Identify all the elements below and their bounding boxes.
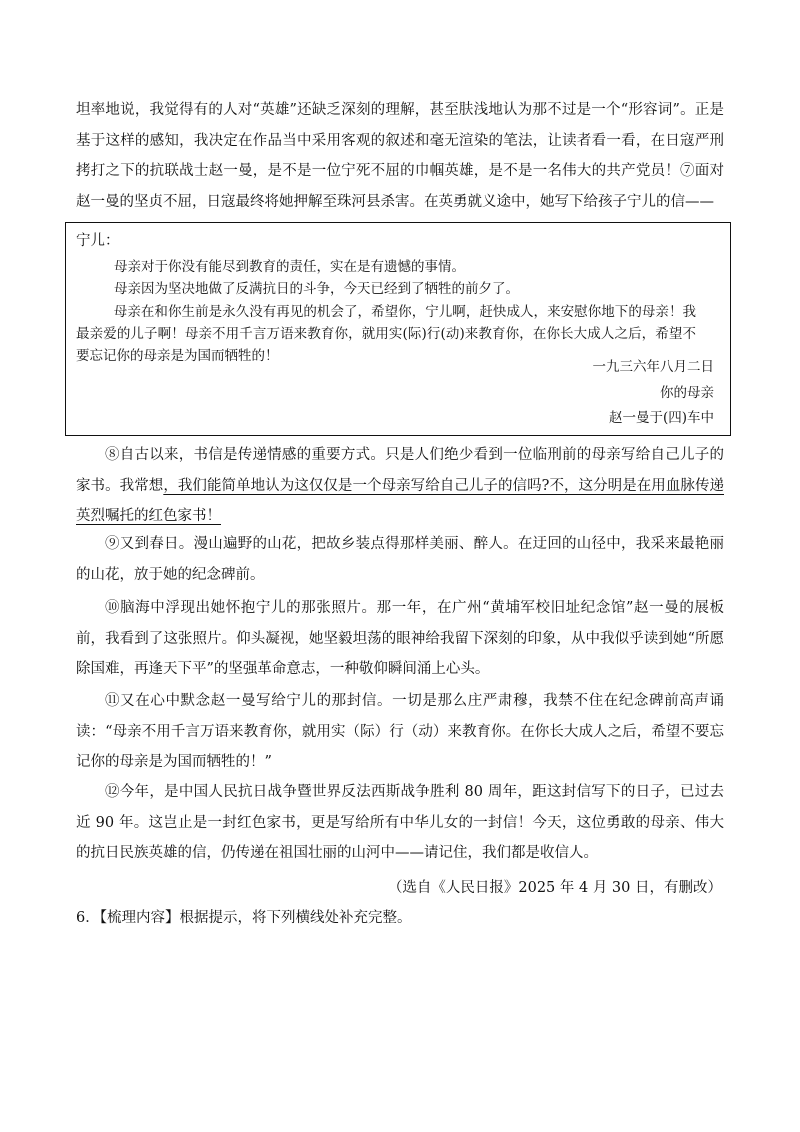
source-citation: （选自《人民日报》2025 年 4 月 30 日，有删改）: [387, 880, 722, 896]
question-6: 6．【梳理内容】根据提示，将下列横线处补充完整。: [76, 910, 412, 926]
letter-line-1: 母亲对于你没有能尽到教育的责任，实在是有遗憾的事情。: [114, 259, 465, 275]
letter-line-2: 母亲因为坚决地做了反满抗日的斗争，今天已经到了牺牲的前夕了。: [114, 281, 519, 297]
paragraph-8-underlined: ，我们能简单地认为这仅仅是一个母亲写给自己儿子的信吗?不，这分明是在用血脉传递英烈嘱托的红色家书！: [76, 477, 724, 524]
letter-closing: 你的母亲: [660, 385, 714, 401]
paragraph-8-text: ⑧自古以来，书信是传递情感的重要方式。只是人们绝少看到一位临刑前的母亲写给自己儿子的家书。我常想: [76, 447, 724, 494]
letter-date: 一九三六年八月二日: [592, 359, 714, 375]
paragraph-11: ⑪又在心中默念赵一曼写给宁儿的那封信。一切是那么庄严肃穆，我禁不住在纪念碑前高声诵读：“母亲不用千言万语来教育你，就用实（际）行（动）来教育你。在你长大成人之后，希望不要忘记你的母亲是为国而牺牲的！”: [76, 693, 724, 770]
letter-box: [65, 222, 731, 436]
letter-signature: 赵一曼于(四)车中: [608, 410, 714, 426]
letter-line-3: 母亲在和你生前是永久没有再见的机会了，希望你，宁儿啊，赶快成人，来安慰你地下的母亲！我最亲爱的儿子啊！母亲不用千言万语来教育你，就用实(际)行(动)来教育你，在你长大成人之后，希望不要忘记你的母亲是为国而牺牲的！: [76, 304, 696, 364]
paragraph-12: ⑫今年，是中国人民抗日战争暨世界反法西斯战争胜利 80 周年，距这封信写下的日子，已过去近 90 年。这岂止是一封红色家书，更是写给所有中华儿女的一封信！今天，这位勇敢的母亲、伟大的抗日民族英雄的信，仍传递在祖国壮丽的山河中——请记住，我们都是收信人。: [76, 784, 724, 861]
paragraph-9: ⑨又到春日。漫山遍野的山花，把故乡装点得那样美丽、醉人。在迂回的山径中，我采来最艳丽的山花，放于她的纪念碑前。: [76, 536, 724, 583]
paragraph-8: [76, 440, 724, 532]
intro-paragraph: 坦率地说，我觉得有的人对“英雄”还缺乏深刻的理解，甚至肤浅地认为那不过是一个“形容词”。正是基于这样的感知，我决定在作品当中采用客观的叙述和毫无渲染的笔法，让读者看一看，在日寇严刑拷打之下的抗联战士赵一曼，是不是一位宁死不屈的巾帼英雄，是不是一名伟大的共产党员！⑦面对赵一曼的坚贞不屈，日寇最终将她押解至珠河县杀害。在英勇就义途中，她写下给孩子宁儿的信——: [76, 102, 724, 210]
letter-salutation: 宁儿：: [76, 233, 120, 249]
paragraph-10: ⑩脑海中浮现出她怀抱宁儿的那张照片。那一年，在广州“黄埔军校旧址纪念馆”赵一曼的展板前，我看到了这张照片。仰头凝视，她坚毅坦荡的眼神给我留下深刻的印象，从中我似乎读到她“所愿除国难，再逢天下平”的坚强革命意志，一种敬仰瞬间涌上心头。: [76, 600, 724, 677]
